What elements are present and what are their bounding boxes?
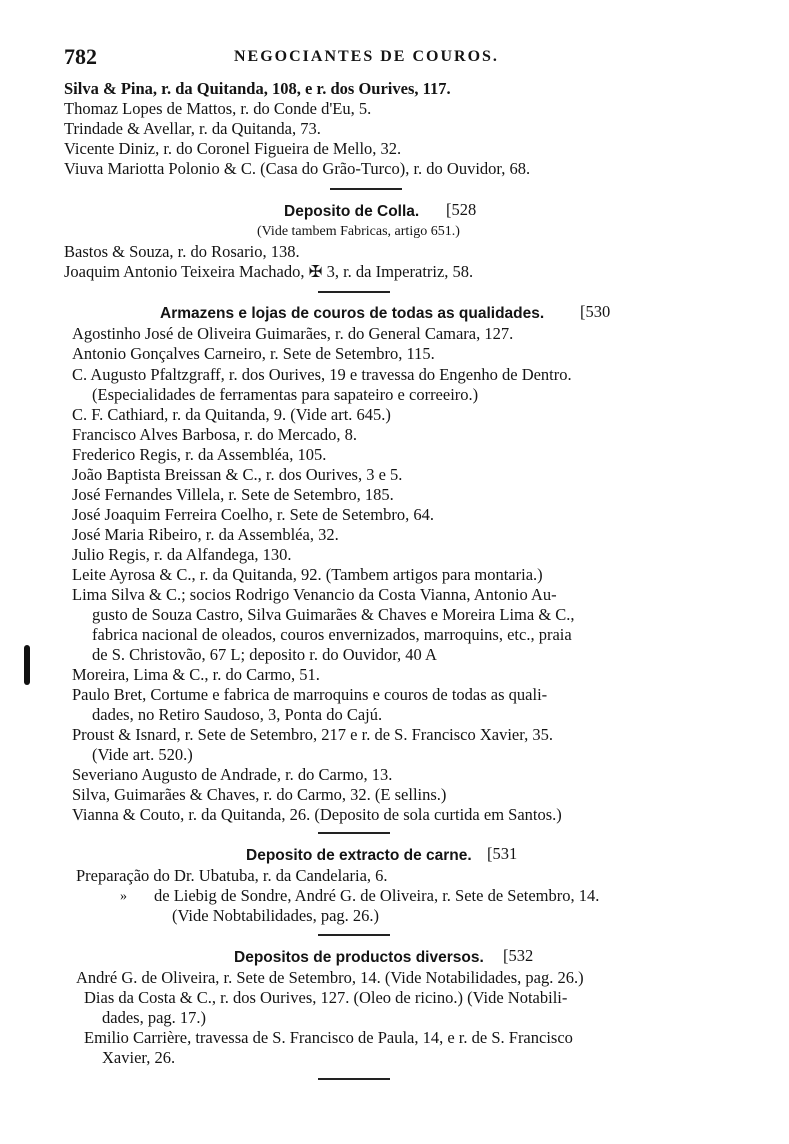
list-item: C. Augusto Pfaltzgraff, r. dos Ourives, 19 e travessa do Engenho de Dentro. bbox=[72, 365, 572, 384]
page-header bbox=[64, 44, 754, 68]
section-divider bbox=[318, 832, 390, 834]
list-item: José Maria Ribeiro, r. da Assembléa, 32. bbox=[72, 525, 339, 544]
list-item: Joaquim Antonio Teixeira Machado, ✠ 3, r. da Imperatriz, 58. bbox=[64, 262, 474, 281]
section-title: Armazens e lojas de couros de todas as qualidades. bbox=[160, 305, 545, 322]
list-item: Antonio Gonçalves Carneiro, r. Sete de Setembro, 115. bbox=[72, 344, 435, 363]
section-divider bbox=[318, 934, 390, 936]
list-item: Vicente Diniz, r. do Coronel Figueira de Mello, 32. bbox=[64, 139, 402, 158]
scan-mark bbox=[24, 645, 30, 685]
list-item: José Fernandes Villela, r. Sete de Setembro, 185. bbox=[72, 485, 394, 504]
section-number: [528 bbox=[446, 200, 477, 219]
list-item: Bastos & Souza, r. do Rosario, 138. bbox=[64, 242, 300, 261]
list-item: Silva, Guimarães & Chaves, r. do Carmo, 32. (E sellins.) bbox=[72, 785, 447, 804]
page-number: 782 bbox=[64, 44, 97, 69]
list-item: Severiano Augusto de Andrade, r. do Carmo, 13. bbox=[72, 765, 393, 784]
list-item: Dias da Costa & C., r. dos Ourives, 127. (Oleo de ricino.) (Vide Notabili- bbox=[84, 988, 568, 1007]
section-number: [531 bbox=[487, 844, 518, 863]
list-item-continuation: dades, no Retiro Saudoso, 3, Ponta do Cajú. bbox=[92, 705, 383, 724]
list-item: Agostinho José de Oliveira Guimarães, r. do General Camara, 127. bbox=[72, 324, 514, 343]
list-item: Leite Ayrosa & C., r. da Quitanda, 92. (Tambem artigos para montaria.) bbox=[72, 565, 543, 584]
section-title: Depositos de productos diversos. bbox=[234, 949, 484, 966]
list-item: de Liebig de Sondre, André G. de Oliveira, r. Sete de Setembro, 14. bbox=[154, 886, 600, 905]
section-title: Deposito de extracto de carne. bbox=[246, 847, 472, 864]
list-item: Viuva Mariotta Polonio & C. (Casa do Grão-Turco), r. do Ouvidor, 68. bbox=[64, 159, 531, 178]
section-divider bbox=[318, 1078, 390, 1080]
list-item: André G. de Oliveira, r. Sete de Setembro, 14. (Vide Notabilidades, pag. 26.) bbox=[76, 968, 584, 987]
list-item: Paulo Bret, Cortume e fabrica de marroquins e couros de todas as quali- bbox=[72, 685, 548, 704]
list-item: José Joaquim Ferreira Coelho, r. Sete de Setembro, 64. bbox=[72, 505, 435, 524]
list-item-continuation: (Especialidades de ferramentas para sapateiro e correeiro.) bbox=[92, 385, 479, 404]
list-item: Vianna & Couto, r. da Quitanda, 26. (Deposito de sola curtida em Santos.) bbox=[72, 805, 562, 824]
list-item: Emilio Carrière, travessa de S. Francisco de Paula, 14, e r. de S. Francisco bbox=[84, 1028, 573, 1047]
list-item-continuation: fabrica nacional de oleados, couros envernizados, marroquins, etc., praia bbox=[92, 625, 572, 644]
list-item: Francisco Alves Barbosa, r. do Mercado, 8. bbox=[72, 425, 358, 444]
section-note: (Vide tambem Fabricas, artigo 651.) bbox=[257, 224, 460, 239]
list-item-continuation: gusto de Souza Castro, Silva Guimarães & Chaves e Moreira Lima & C., bbox=[92, 605, 575, 624]
running-title: NEGOCIANTES DE COUROS. bbox=[234, 48, 499, 65]
section-title: Deposito de Colla. bbox=[284, 203, 420, 220]
list-item-continuation: dades, pag. 17.) bbox=[102, 1008, 207, 1027]
list-item: Silva & Pina, r. da Quitanda, 108, e r. dos Ourives, 117. bbox=[64, 79, 451, 98]
section-number: [530 bbox=[580, 302, 611, 321]
list-item: Frederico Regis, r. da Assembléa, 105. bbox=[72, 445, 327, 464]
section-divider bbox=[330, 188, 402, 190]
list-item: Proust & Isnard, r. Sete de Setembro, 217 e r. de S. Francisco Xavier, 35. bbox=[72, 725, 553, 744]
list-item: Moreira, Lima & C., r. do Carmo, 51. bbox=[72, 665, 320, 684]
list-item-continuation: Xavier, 26. bbox=[102, 1048, 176, 1067]
section-number: [532 bbox=[503, 946, 534, 965]
ditto-mark: » bbox=[120, 889, 127, 904]
list-item: João Baptista Breissan & C., r. dos Ourives, 3 e 5. bbox=[72, 465, 403, 484]
list-item: Preparação do Dr. Ubatuba, r. da Candelaria, 6. bbox=[76, 866, 388, 885]
section-divider bbox=[318, 291, 390, 293]
list-item: C. F. Cathiard, r. da Quitanda, 9. (Vide art. 645.) bbox=[72, 405, 391, 424]
list-item-continuation: (Vide art. 520.) bbox=[92, 745, 193, 764]
list-item: Thomaz Lopes de Mattos, r. do Conde d'Eu, 5. bbox=[64, 99, 372, 118]
list-item: Lima Silva & C.; socios Rodrigo Venancio da Costa Vianna, Antonio Au- bbox=[72, 585, 557, 604]
list-item: Trindade & Avellar, r. da Quitanda, 73. bbox=[64, 119, 321, 138]
list-item-continuation: (Vide Nobtabilidades, pag. 26.) bbox=[172, 906, 380, 925]
list-item-continuation: de S. Christovão, 67 L; deposito r. do Ouvidor, 40 A bbox=[92, 645, 437, 664]
list-item: Julio Regis, r. da Alfandega, 130. bbox=[72, 545, 292, 564]
